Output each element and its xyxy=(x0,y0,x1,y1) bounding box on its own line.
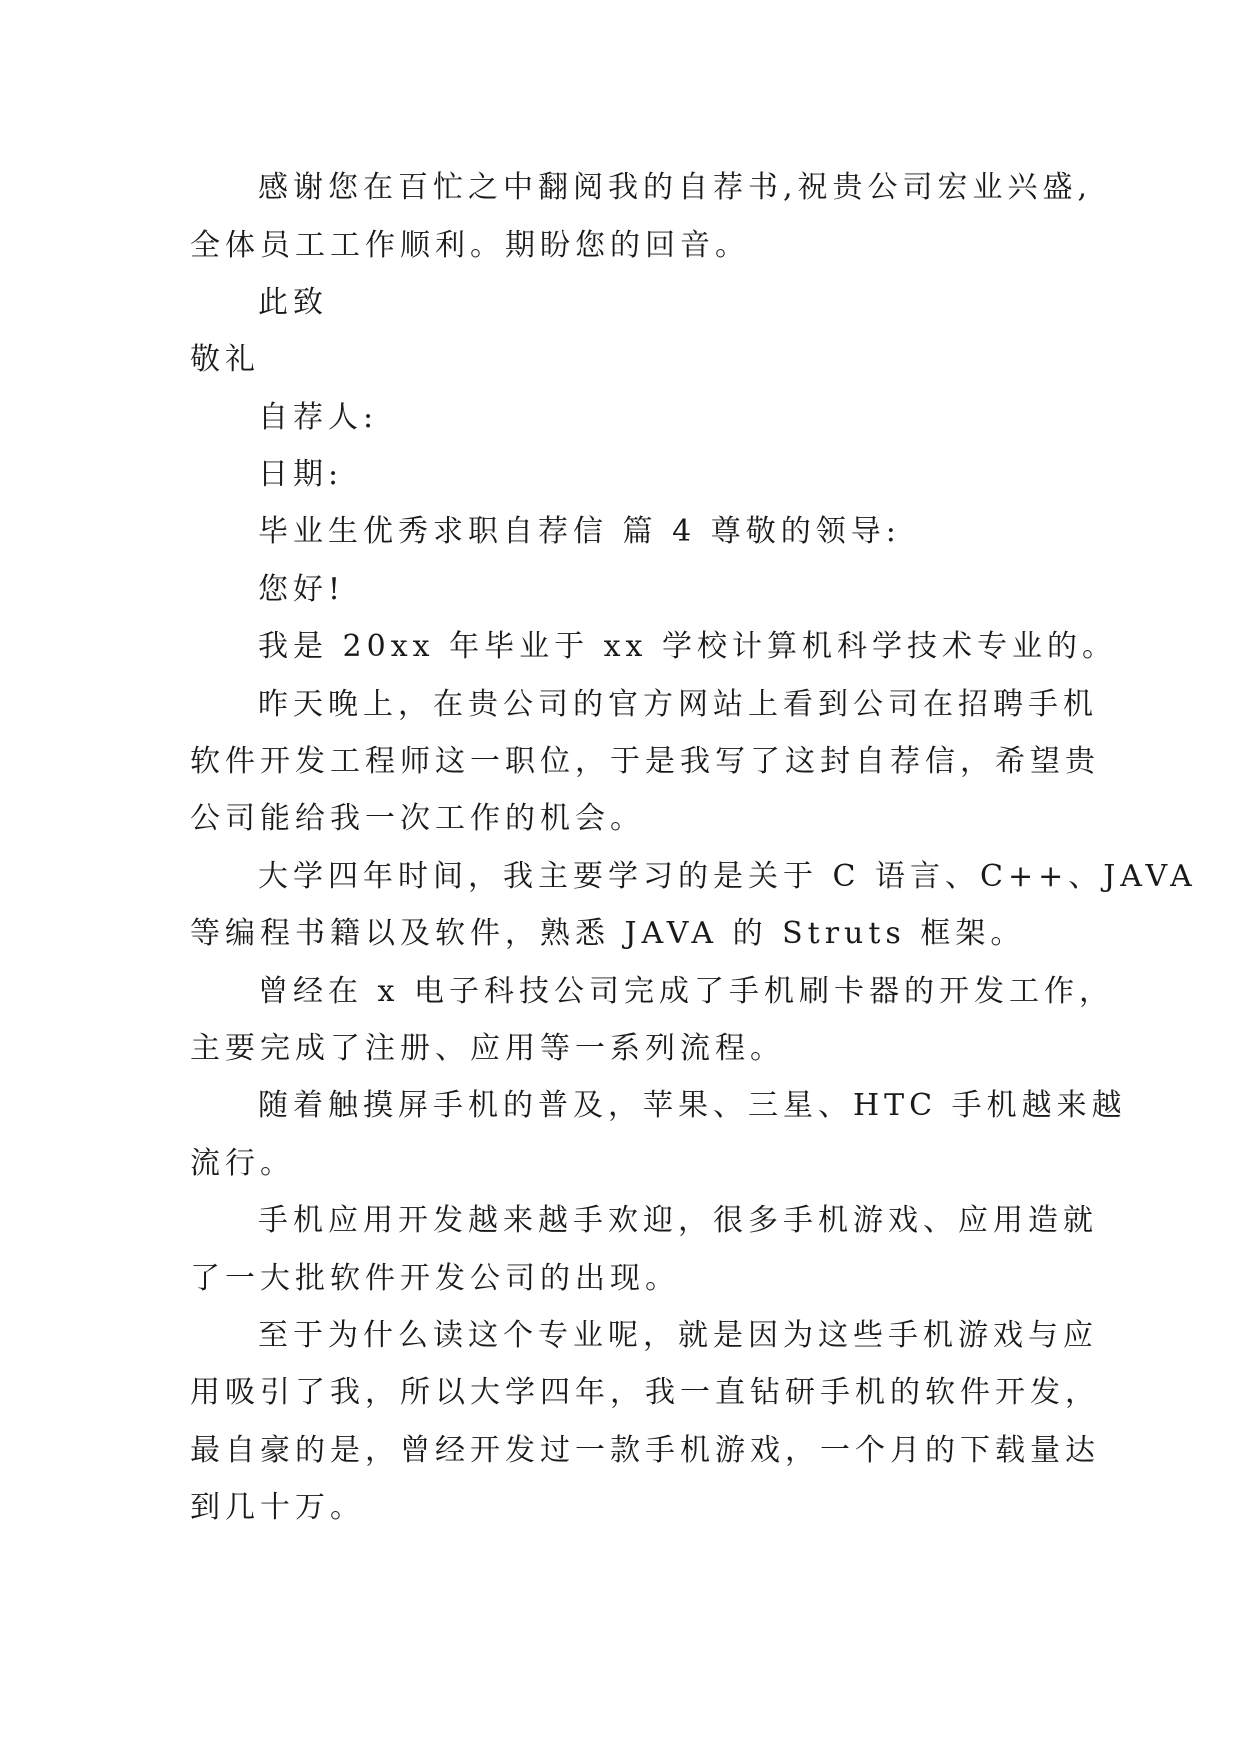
text-line: 主要完成了注册、应用等一系列流程。 xyxy=(190,1031,785,1066)
greeting-line: 您好! xyxy=(258,572,346,607)
salutation-line: 此致 xyxy=(258,285,328,320)
text-line: 至于为什么读这个专业呢，就是因为这些手机游戏与应 xyxy=(258,1318,1098,1353)
text-line: 最自豪的是，曾经开发过一款手机游戏，一个月的下载量达 xyxy=(190,1433,1100,1468)
text-line: 用吸引了我，所以大学四年，我一直钻研手机的软件开发， xyxy=(190,1375,1100,1410)
salutation-line: 敬礼 xyxy=(190,342,260,377)
text-line: 感谢您在百忙之中翻阅我的自荐书,祝贵公司宏业兴盛, xyxy=(258,170,1093,205)
section-heading: 毕业生优秀求职自荐信 篇 4 尊敬的领导: xyxy=(258,514,901,549)
text-line: 昨天晚上，在贵公司的官方网站上看到公司在招聘手机 xyxy=(258,687,1098,722)
signature-label: 自荐人: xyxy=(258,400,379,435)
text-line: 手机应用开发越来越手欢迎，很多手机游戏、应用造就 xyxy=(258,1203,1098,1238)
date-label: 日期: xyxy=(258,457,344,492)
text-line: 了一大批软件开发公司的出现。 xyxy=(190,1261,680,1296)
text-line: 随着触摸屏手机的普及，苹果、三星、HTC 手机越来越 xyxy=(258,1088,1127,1123)
text-line: 我是 20xx 年毕业于 xx 学校计算机科学技术专业的。 xyxy=(258,629,1117,664)
text-line: 等编程书籍以及软件，熟悉 JAVA 的 Struts 框架。 xyxy=(190,916,1026,951)
text-line: 软件开发工程师这一职位，于是我写了这封自荐信，希望贵 xyxy=(190,744,1100,779)
text-line: 全体员工工作顺利。期盼您的回音。 xyxy=(190,228,750,263)
text-line: 流行。 xyxy=(190,1146,295,1181)
text-line: 到几十万。 xyxy=(190,1490,365,1525)
text-line: 大学四年时间，我主要学习的是关于 C 语言、C++、JAVA xyxy=(258,859,1197,894)
text-line: 公司能给我一次工作的机会。 xyxy=(190,801,645,836)
text-line: 曾经在 x 电子科技公司完成了手机刷卡器的开发工作， xyxy=(258,974,1114,1009)
